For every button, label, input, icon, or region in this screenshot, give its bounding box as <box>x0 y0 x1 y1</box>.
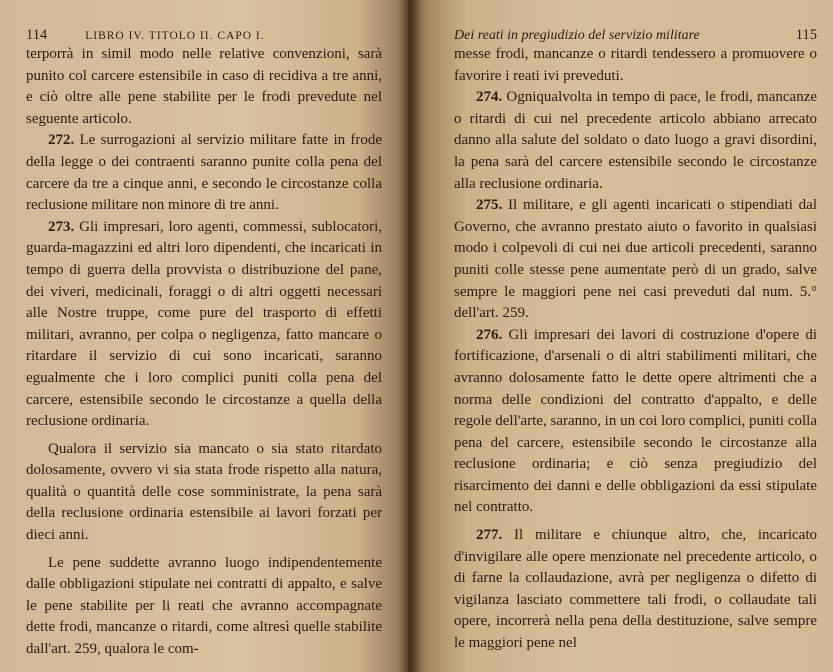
paragraph-text: messe frodi, mancanze o ritardi tendessero a promuovere o favorire i reati ivi preveduti. <box>454 46 817 84</box>
article-number: 277. <box>476 527 503 544</box>
paragraph <box>26 553 382 661</box>
article-paragraph <box>454 525 817 655</box>
article-number: 272. <box>48 132 75 149</box>
article-number: 274. <box>476 89 503 106</box>
left-page <box>0 0 408 672</box>
paragraph-text: Le pene suddette avranno luogo indipendentemente dalle obbligazioni stipulate nei contratti di appalto, e salve le pene stabilite per li reati che avranno accompagnate dette frodi, mancanze o ritardi, come altresì quelle stabilite dall'art. 259, qualora le com- <box>26 554 382 658</box>
left-page-body <box>26 44 382 661</box>
article-number: 275. <box>476 197 503 214</box>
left-page-header: LIBRO IV. TITOLO II. CAPO I. <box>85 30 265 42</box>
article-number: 273. <box>48 218 75 235</box>
paragraph-text: Ogniqualvolta in tempo di pace, le frodi, mancanze o ritardi di cui nel precedente articolo abbiano arrecato danno alla salute del soldato o dato luogo a gravi disordini, la pena sarà del carcere estensibile secondo le circostanze alla reclusione ordinaria. <box>454 89 818 192</box>
right-page-body <box>454 44 817 655</box>
paragraph-text: Gli impresari, loro agenti, commessi, sublocatori, guarda-magazzini ed altri loro dipendenti, che incaricati in tempo di guerra della provvista o distribuzione del pane, dei viveri, medicinali, foraggi o di altri oggetti necessari alle Nostre truppe, come pure del trasporto di effetti militari, avranno, per colpa o negligenza, fatto mancare o ritardare il servizio di cui sono incaricati, saranno egualmente che i loro complici puniti colla pena del carcere, estensibile secondo le circostanze a quella della reclusione ordinaria. <box>26 218 382 430</box>
right-page <box>408 0 833 672</box>
paragraph <box>26 439 382 547</box>
article-paragraph <box>454 195 817 325</box>
left-running-head <box>26 26 382 44</box>
left-page-number: 114 <box>26 27 48 43</box>
book-gutter-shadow <box>398 0 422 672</box>
right-page-number: 115 <box>795 27 817 43</box>
right-running-head <box>454 26 817 44</box>
paragraph-text: Qualora il servizio sia mancato o sia stato ritardato dolosamente, ovvero vi sia stata frode rispetto alla natura, qualità o quantità delle cose somministrate, la pena sarà della reclusione ordinaria estensibile ai lavori forzati per dieci anni. <box>26 440 382 544</box>
paragraph <box>26 44 382 130</box>
paragraph-text: Il militare e chiunque altro, che, incaricato d'invigilare alle opere menzionate nel precedente articolo, o di farne la collaudazione, avrà per negligenza o difetto di vigilanza lasciato commettere tali frodi, o collaudate tali opere, incorrerà nella pena della destituzione, salve sempre le maggiori pene nel <box>454 527 817 652</box>
article-paragraph <box>454 87 817 195</box>
paragraph <box>454 44 817 87</box>
paragraph-text: terporrà in simil modo nelle relative convenzioni, sarà punito col carcere estensibile in caso di recidiva a tre anni, e ciò oltre alle pene stabilite per le frodi prevedute nel seguente articolo. <box>26 46 382 127</box>
right-page-header: Dei reati in pregiudizio del servizio militare <box>454 28 700 43</box>
article-number: 276. <box>476 326 503 343</box>
paragraph-text: Le surrogazioni al servizio militare fatte in frode della legge o dei contraenti saranno punite colla pena del carcere da tre a cinque anni, e secondo le circostanze colla reclusione militare non minore di tre anni. <box>26 132 383 214</box>
article-paragraph <box>26 217 382 433</box>
article-paragraph <box>26 130 382 216</box>
paragraph-text: Gli impresari dei lavori di costruzione d'opere di fortificazione, d'arsenali o di altri stabilimenti militari, che avranno dolosamente fatto le dette opere altrimenti che a norma delle condizioni del contratto d'appalto, e delle regole dell'arte, saranno, in un coi loro complici, puniti colla pena del carcere, estensibile secondo le circostanze alla reclusione ordinaria; e ciò senza pregiudizio del risarcimento dei danni e delle obbligazioni da essi stipulate nel contratto. <box>454 326 817 516</box>
paragraph-text: Il militare, e gli agenti incaricati o stipendiati dal Governo, che avranno prestato aiuto o favorito in qualsiasi modo i colpevoli di cui nei due articoli precedenti, saranno puniti colle stesse pene aumentate però di un grado, salve sempre le maggiori pene nei casi preveduti dal num. 5.° dell'art. 259. <box>454 197 817 322</box>
article-paragraph <box>454 325 817 519</box>
